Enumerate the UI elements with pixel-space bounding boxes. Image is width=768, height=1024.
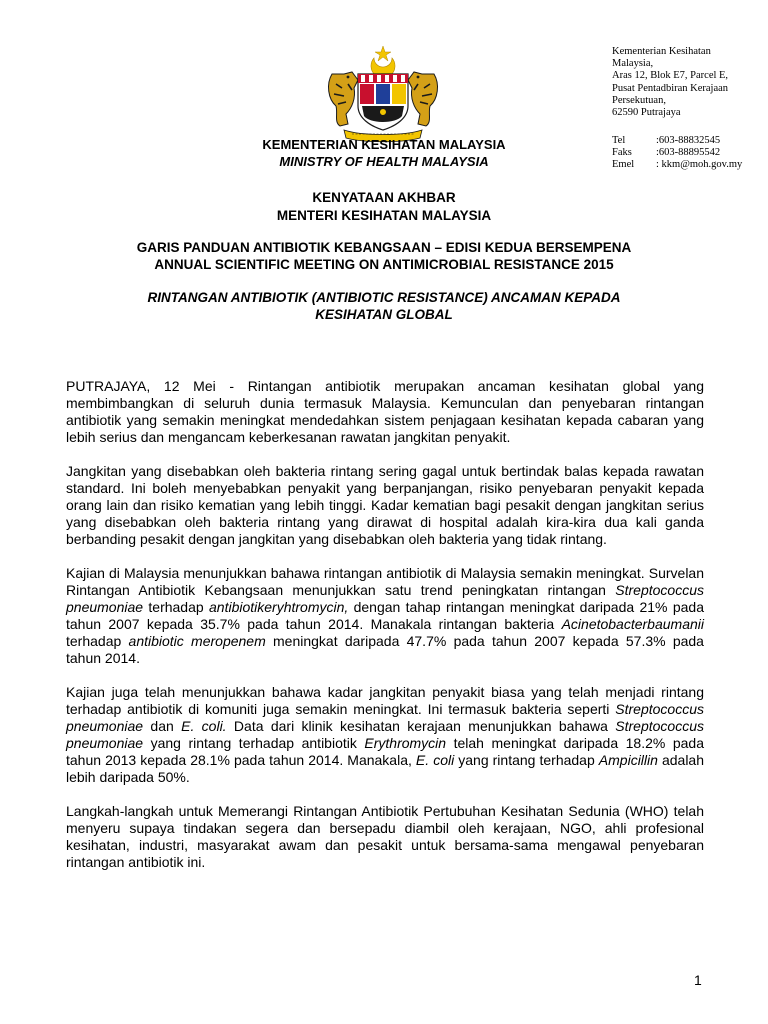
press-title-line: MENTERI KESIHATAN MALAYSIA	[276, 208, 492, 223]
heading-line: ANNUAL SCIENTIFIC MEETING ON ANTIMICROBIAL RESISTANCE 2015	[154, 257, 614, 272]
text-run: Kajian juga telah menunjukkan bahawa kadar jangkitan penyakit biasa yang telah menjadi rintang terhadap antibiotik di komuniti juga semakin meningkat. Ini termasuk bakteria seperti	[66, 684, 704, 717]
contact-value: :603-88832545	[656, 135, 721, 146]
text-run: terhadap	[143, 599, 209, 615]
body-paragraph	[66, 684, 704, 786]
species-name: Streptococcus pneumoniae	[66, 701, 704, 734]
text-run: dan	[143, 718, 182, 734]
contact-label: Tel	[612, 135, 626, 146]
text-run: terhadap	[66, 633, 129, 649]
text-run: adalah lebih daripada 50%.	[66, 752, 705, 785]
ministry-name	[0, 136, 768, 170]
antibiotic-name: antibiotikeryhtromycin,	[209, 599, 349, 615]
document-subheading	[0, 289, 768, 323]
species-name: Acinetobacterbaumanii	[561, 616, 704, 632]
document-body	[66, 378, 704, 888]
page-number: 1	[694, 972, 702, 988]
text-run: meningkat daripada 47.7% pada tahun 2007 kepada 57.3% pada tahun 2014.	[66, 633, 704, 666]
body-paragraph	[66, 565, 704, 667]
press-title-line: KENYATAAN AKHBAR	[312, 190, 456, 205]
body-paragraph: Jangkitan yang disebabkan oleh bakteria rintang sering gagal untuk bertindak balas kepada rawatan standard. Ini boleh menyebabkan penyakit yang berpanjangan, risiko penyebaran penyakit kepada orang lain dan risiko kematian yang lebih tinggi. Kadar kematian bagi pesakit dengan jangkitan serius yang disebabkan oleh bakteria rintang yang dirawat di hospital adalah kira-kira dua kali ganda berbanding pesakit dengan jangkitan yang disebabkan oleh bakteria yang tidak rintang.	[66, 463, 704, 547]
species-name: E. coli	[415, 752, 455, 768]
text-run: yang rintang terhadap antibiotik	[143, 735, 365, 751]
ministry-address	[612, 46, 762, 119]
antibiotic-name: Erythromycin	[364, 735, 447, 751]
text-run: dengan tahap rintangan meningkat daripada 21% pada tahun 2007 kepada 35.7% pada tahun 2014. Manakala rintangan bakteria	[66, 599, 704, 632]
text-run: Kajian di Malaysia menunjukkan bahawa rintangan antibiotik di Malaysia semakin meningkat. Survelan Rintangan Antibiotik Kebangsaan menunjukkan satu trend peningkatan rintangan	[66, 565, 704, 598]
text-run: Data dari klinik kesihatan kerajaan menunjukkan bahawa	[226, 718, 616, 734]
species-name: Streptococcus pneumoniae	[66, 582, 704, 615]
subheading-line: RINTANGAN ANTIBIOTIK (ANTIBIOTIC RESISTANCE) ANCAMAN KEPADA	[147, 290, 621, 305]
contact-label: Faks	[612, 147, 632, 159]
body-paragraph: PUTRAJAYA, 12 Mei - Rintangan antibiotik merupakan ancaman kesihatan global yang membimbangkan di seluruh dunia termasuk Malaysia. Kemunculan dan penyebaran rintangan antibiotik yang semakin meningkat mendedahkan sistem penjagaan kesihatan kepada cabaran yang lebih serius dan mengancam keberkesanan rawatan jangkitan penyakit.	[66, 378, 704, 445]
body-paragraph: Langkah-langkah untuk Memerangi Rintangan Antibiotik Pertubuhan Kesihatan Sedunia (WHO) telah menyeru supaya tindakan segera dan bersepadu diambil oleh kerajaan, NGO, ahli profesional kesihatan, industri, masyarakat awam dan pesakit untuk bersama-sama mengawal penyebaran rintangan antibiotik ini.	[66, 803, 704, 870]
address-line: Malaysia,	[612, 58, 654, 70]
text-run: telah meningkat daripada 18.2% pada tahun 2013 kepada 28.1% pada tahun 2014. Manakala,	[66, 735, 704, 768]
address-line: Aras 12, Blok E7, Parcel E,	[612, 70, 729, 82]
ministry-name-malay: KEMENTERIAN KESIHATAN MALAYSIA	[262, 137, 506, 152]
document-heading	[0, 239, 768, 273]
species-name: Streptococcus pneumoniae	[66, 718, 705, 751]
antibiotic-name: antibiotic meropenem	[128, 633, 266, 649]
heading-line: GARIS PANDUAN ANTIBIOTIK KEBANGSAAN – EDISI KEDUA BERSEMPENA	[136, 240, 632, 255]
contact-value: :603-88895542	[656, 147, 721, 159]
text-run: yang rintang terhadap	[454, 752, 599, 768]
contact-value: : kkm@moh.gov.my	[656, 159, 743, 171]
contact-label: Emel	[612, 159, 635, 171]
malaysia-coat-of-arms-icon	[322, 44, 444, 144]
subheading-line: KESIHATAN GLOBAL	[315, 307, 453, 322]
address-line: Kementerian Kesihatan	[612, 46, 711, 57]
address-line: Persekutuan,	[612, 94, 666, 106]
address-line: Pusat Pentadbiran Kerajaan	[612, 82, 729, 94]
ministry-name-english: MINISTRY OF HEALTH MALAYSIA	[279, 154, 489, 169]
address-line: 62590 Putrajaya	[612, 107, 681, 119]
press-statement-title	[0, 189, 768, 225]
antibiotic-name: Ampicillin	[598, 752, 658, 768]
species-name: E. coli.	[181, 718, 227, 734]
